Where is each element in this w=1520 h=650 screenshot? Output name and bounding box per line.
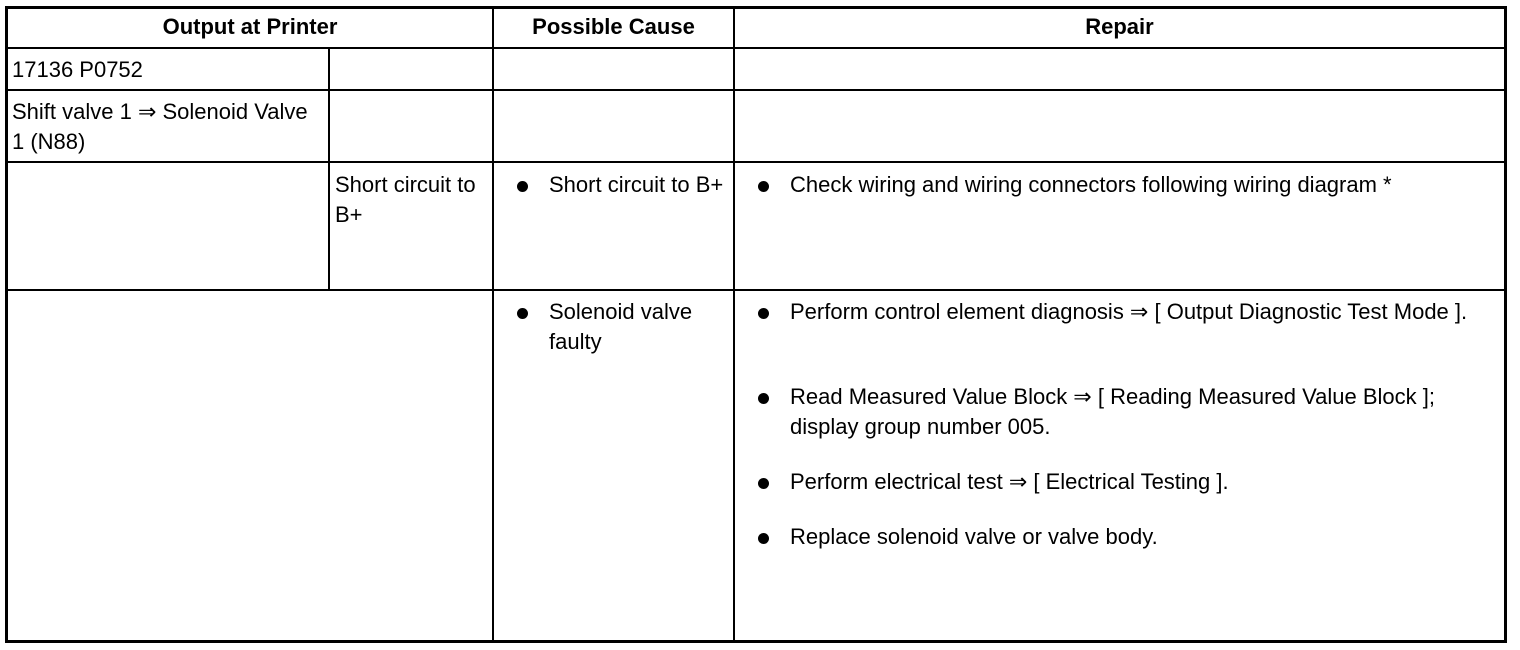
repair-electrical-test	[758, 467, 1498, 497]
repair-electrical-test-text: Perform electrical test ⇒ [ Electrical Testing ].	[790, 469, 1229, 494]
bullet-icon	[758, 533, 769, 544]
repair-read-measured-value-text: Read Measured Value Block ⇒ [ Reading Measured Value Block ]; display group number 005.	[790, 384, 1435, 439]
bullet-icon	[758, 393, 769, 404]
row-divider	[5, 161, 1507, 163]
repair-check-wiring-text: Check wiring and wiring connectors following wiring diagram *	[790, 172, 1392, 197]
bullet-icon	[758, 478, 769, 489]
column-divider	[492, 6, 494, 643]
component-name: Shift valve 1 ⇒ Solenoid Valve 1 (N88)	[12, 99, 308, 154]
header-possible-cause: Possible Cause	[532, 14, 695, 39]
header-output-at-printer: Output at Printer	[162, 14, 338, 39]
bullet-icon	[517, 181, 528, 192]
header-divider	[5, 47, 1507, 49]
bullet-icon	[758, 181, 769, 192]
column-divider	[733, 6, 735, 643]
repair-replace-valve-text: Replace solenoid valve or valve body.	[790, 524, 1158, 549]
repair-replace-valve	[758, 522, 1498, 552]
condition-short-circuit: Short circuit to B+	[335, 172, 476, 227]
cause-short-circuit-text: Short circuit to B+	[549, 172, 724, 197]
cause-solenoid-valve-faulty	[517, 297, 727, 357]
repair-read-measured-value	[758, 382, 1498, 442]
repair-control-element-diagnosis	[758, 297, 1498, 327]
cause-solenoid-valve-faulty-text: Solenoid valve faulty	[549, 299, 693, 354]
bullet-icon	[758, 308, 769, 319]
sub-column-divider	[328, 47, 330, 291]
row-divider	[5, 289, 1507, 291]
repair-check-wiring	[758, 170, 1498, 200]
repair-control-element-diagnosis-text: Perform control element diagnosis ⇒ [ Output Diagnostic Test Mode ].	[790, 299, 1468, 324]
fault-code: 17136 P0752	[12, 57, 143, 82]
bullet-icon	[517, 308, 528, 319]
header-repair: Repair	[1085, 14, 1154, 39]
cause-short-circuit	[517, 170, 727, 200]
row-divider	[5, 89, 1507, 91]
